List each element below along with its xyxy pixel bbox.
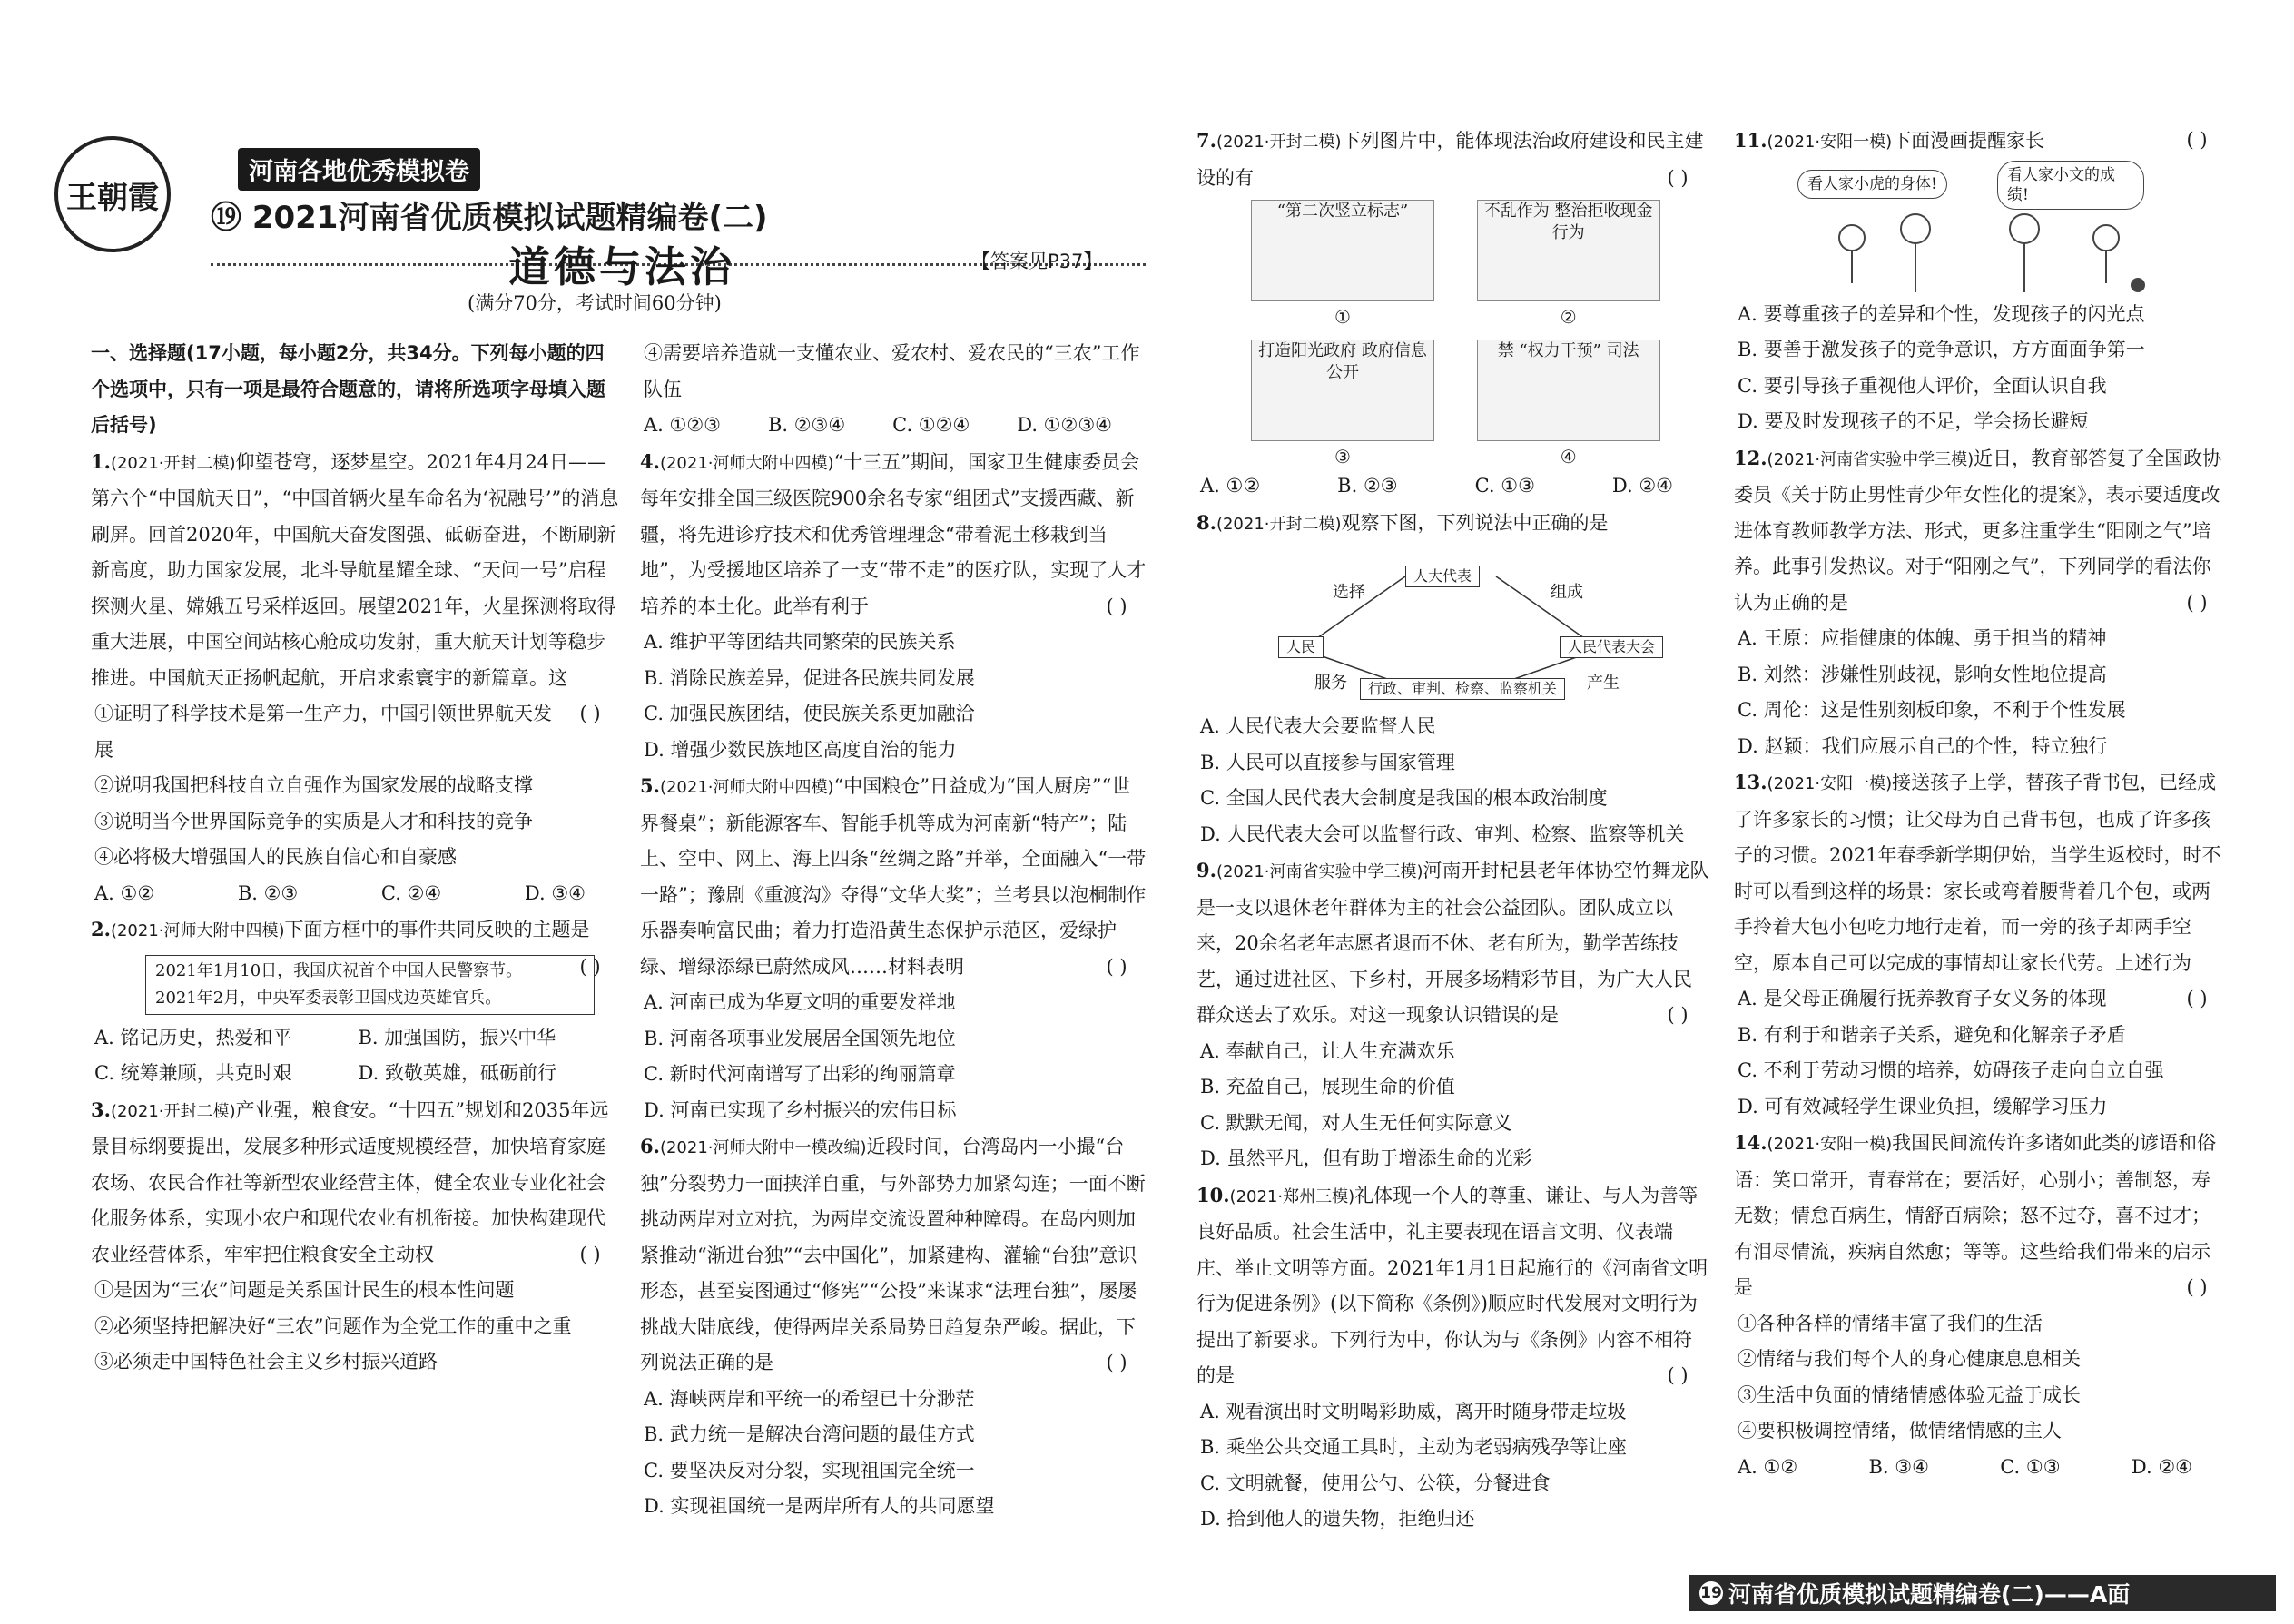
q7-pic-label: ② xyxy=(1560,306,1577,328)
q14-number: 14. xyxy=(1734,1131,1767,1154)
diagram-box-congress: 人民代表大会 xyxy=(1560,636,1663,658)
q11-option-a[interactable]: A. 要尊重孩子的差异和个性，发现孩子的闪光点 xyxy=(1738,302,2145,325)
q13-source: (2021·安阳一模) xyxy=(1767,774,1893,793)
q2-option-b[interactable]: B. 加强国防，振兴中华 xyxy=(358,1026,556,1048)
answer-blank[interactable]: ( ) xyxy=(579,1243,601,1265)
q11-cartoon xyxy=(1761,161,2229,297)
q4-text: “十三五”期间，国家卫生健康委员会每年安排全国三级医院900余名专家“组团式”支援西藏、新疆，将先进诊疗技术和优秀管理理念“带着泥土移栽到当地”，为受援地区培养了一支“带不走”的医疗队，实现了人才培养的本土化。此举有利于 xyxy=(640,450,1147,617)
question-4 xyxy=(640,444,1148,769)
diagram-box-organs: 行政、审判、检察、监察机关 xyxy=(1360,678,1565,700)
question-3 xyxy=(91,1092,622,1381)
question-14 xyxy=(1734,1125,2229,1485)
q11-number: 11. xyxy=(1734,129,1767,152)
q5-text: “中国粮仓”日益成为“国人厨房”“世界餐桌”；新能源客车、智能手机等成为河南新“特产”；陆上、空中、网上、海上四条“丝绸之路”并举，全面融入“一带一路”；豫剧《重渡沟》夺得“文华大奖”；兰考县以泡桐制作乐器奏响富民曲；着力打造沿黄生态保护示范区，爱绿护绿、增绿添绿已蔚然成风……材料表明 xyxy=(640,775,1147,978)
q8-option-a[interactable]: A. 人民代表大会要监督人民 xyxy=(1200,715,1436,737)
answer-blank[interactable]: ( ) xyxy=(2186,988,2208,1009)
q1-source: (2021·开封二模) xyxy=(110,453,236,473)
q9-number: 9. xyxy=(1196,859,1216,881)
subject-title: 道德与法治 xyxy=(508,242,735,291)
q1-item: ①证明了科学技术是第一生产力，中国引领世界航天发展 xyxy=(94,703,552,761)
q1-number: 1. xyxy=(91,449,111,473)
q14-item: ③生活中负面的情绪情感体验无益于成长 xyxy=(1738,1383,2081,1406)
q7-pic-label: ③ xyxy=(1334,446,1351,468)
column-3 xyxy=(1196,123,1709,1538)
q5-option-c[interactable]: C. 新时代河南谱写了出彩的绚丽篇章 xyxy=(644,1063,956,1085)
q5-option-d[interactable]: D. 河南已实现了乡村振兴的宏伟目标 xyxy=(644,1098,957,1121)
q3-item: ①是因为“三农”问题是关系国计民生的根本性问题 xyxy=(94,1279,515,1301)
q11-cartoon-figures xyxy=(1816,211,2161,297)
q11-option-b[interactable]: B. 要善于激发孩子的竞争意识，方方面面争第一 xyxy=(1738,339,2145,360)
q1-item: ②说明我国把科技自立自强作为国家发展的战略支撑 xyxy=(94,774,533,796)
q13-option-a[interactable]: A. 是父母正确履行抚养教育子女义务的体现 xyxy=(1738,988,2107,1009)
q10-option-c[interactable]: C. 文明就餐，使用公勺、公筷，分餐进食 xyxy=(1200,1471,1551,1494)
q12-option-b[interactable]: B. 刘然：涉嫌性别歧视，影响女性地位提高 xyxy=(1738,663,2107,685)
q14-option-c[interactable]: C. ①③ xyxy=(2000,1455,2061,1478)
q12-option-d[interactable]: D. 赵颖：我们应展示自己的个性，特立独行 xyxy=(1738,734,2108,757)
q12-number: 12. xyxy=(1734,446,1767,469)
q14-item: ②情绪与我们每个人的身心健康息息相关 xyxy=(1738,1348,2081,1370)
q12-option-a[interactable]: A. 王原：应指健康的体魄、勇于担当的精神 xyxy=(1738,627,2107,649)
q13-option-d[interactable]: D. 可有效减轻学生课业负担，缓解学习压力 xyxy=(1738,1095,2108,1117)
q13-text: 接送孩子上学，替孩子背书包，已经成了许多家长的习惯；让父母为自己背书包，也成了许多孩子的习惯。2021年春季新学期伊始，当学生返校时，时不时可以看到这样的场景：家长或弯着腰背着几个包，或两手拎着大包小包吃力地行走着，而一旁的孩子却两手空空，原本自己可以完成的事情却让家长代劳。上述行为 xyxy=(1734,772,2221,974)
q8-number: 8. xyxy=(1196,510,1216,534)
q1-option-a[interactable]: A. ①② xyxy=(94,881,155,904)
q6-number: 6. xyxy=(640,1135,660,1157)
q1-option-c[interactable]: C. ②④ xyxy=(380,881,442,904)
q3-option-b[interactable]: B. ②③④ xyxy=(767,414,846,436)
q7-pic-caption: “第二次竖立标志” xyxy=(1276,202,1409,221)
answer-blank[interactable]: ( ) xyxy=(1106,1352,1127,1373)
diagram-label-produce: 产生 xyxy=(1587,674,1620,693)
q13-option-c[interactable]: C. 不利于劳动习惯的培养，妨碍孩子走向自立自强 xyxy=(1738,1059,2164,1081)
q8-option-c[interactable]: C. 全国人民代表大会制度是我国的根本政治制度 xyxy=(1200,787,1608,809)
answer-reference: 【答案见P37】 xyxy=(971,251,1103,272)
column-4 xyxy=(1734,123,2229,1485)
q10-source: (2021·郑州三模) xyxy=(1229,1186,1355,1206)
q11-option-d[interactable]: D. 要及时发现孩子的不足，学会扬长避短 xyxy=(1738,410,2089,432)
q14-option-d[interactable]: D. ②④ xyxy=(2131,1455,2192,1478)
q6-text: 近段时间，台湾岛内一小撮“台独”分裂势力一面挟洋自重，与外部势力加紧勾连；一面不断挑动两岸对立对抗，为两岸交流设置种种障碍。在岛内则加紧推动“渐进台独”“去中国化”，加紧建构、灌输“台独”意识形态，甚至妄图通过“修宪”“公投”来谋求“法理台独”，屡屡挑战大陆底线，使得两岸关系局势日趋复杂严峻。据此，下列说法正确的是 xyxy=(640,1136,1146,1373)
diagram-box-deputies: 人大代表 xyxy=(1405,566,1480,587)
answer-blank[interactable]: ( ) xyxy=(2186,1276,2208,1298)
q14-item: ①各种各样的情绪丰富了我们的生活 xyxy=(1738,1312,2043,1334)
q12-option-c[interactable]: C. 周伦：这是性别刻板印象，不利于个性发展 xyxy=(1738,699,2126,721)
answer-blank[interactable]: ( ) xyxy=(579,955,601,978)
q7-pic-caption: 打造阳光政府 政府信息公开 xyxy=(1258,341,1427,382)
q6-option-a[interactable]: A. 海峡两岸和平统一的希望已十分渺茫 xyxy=(644,1387,975,1410)
q3-option-a[interactable]: A. ①②③ xyxy=(644,414,721,436)
q13-option-b[interactable]: B. 有利于和谐亲子关系，避免和化解亲子矛盾 xyxy=(1738,1023,2126,1046)
q9-option-b[interactable]: B. 充盈自己，展现生命的价值 xyxy=(1200,1076,1455,1097)
question-11 xyxy=(1734,123,2229,440)
question-2 xyxy=(91,911,622,1092)
q5-source: (2021·河师大附中四模) xyxy=(659,778,834,797)
q8-option-b[interactable]: B. 人民可以直接参与国家管理 xyxy=(1200,751,1455,773)
logo-text: 王朝霞 xyxy=(66,179,159,216)
q11-source: (2021·安阳一模) xyxy=(1767,133,1893,152)
q5-option-b[interactable]: B. 河南各项事业发展居全国领先地位 xyxy=(644,1027,956,1049)
answer-blank[interactable]: ( ) xyxy=(1667,166,1689,189)
q1-option-d[interactable]: D. ③④ xyxy=(524,881,586,904)
diagram-label-select: 选择 xyxy=(1333,583,1365,602)
q7-option-c[interactable]: C. ①③ xyxy=(1474,475,1535,497)
q4-number: 4. xyxy=(640,449,660,473)
question-5 xyxy=(640,768,1148,1128)
q7-picture-1 xyxy=(1251,200,1434,328)
diagram-label-serve: 服务 xyxy=(1314,674,1347,693)
q4-option-c[interactable]: C. 加强民族团结，使民族关系更加融洽 xyxy=(644,703,975,724)
footer-number-badge: 19 xyxy=(1699,1581,1723,1605)
q11-bubble-left: 看人家小虎的身体! xyxy=(1797,170,1947,199)
footer-text: 河南省优质模拟试题精编卷(二)——A面 xyxy=(1728,1581,2131,1608)
logo-badge xyxy=(54,136,171,252)
question-7 xyxy=(1196,123,1709,505)
q2-event-box xyxy=(145,955,595,1015)
answer-blank[interactable]: ( ) xyxy=(1106,595,1127,617)
q2-source: (2021·河师大附中四模) xyxy=(110,921,285,940)
question-9 xyxy=(1196,852,1709,1177)
q2-option-d[interactable]: D. 致敬英雄，砥砺前行 xyxy=(358,1062,556,1084)
q2-box-line: 2021年2月，中央军委表彰卫国戍边英雄官兵。 xyxy=(155,988,502,1008)
q14-item: ④要积极调控情绪，做情绪情感的主人 xyxy=(1738,1420,2062,1442)
q4-option-d[interactable]: D. 增强少数民族地区高度自治的能力 xyxy=(644,738,957,761)
series-tag: 河南各地优秀模拟卷 xyxy=(238,148,480,191)
q7-number: 7. xyxy=(1196,129,1216,152)
q7-picture-4 xyxy=(1477,340,1660,468)
question-1 xyxy=(91,444,622,912)
diagram-label-form: 组成 xyxy=(1551,583,1583,602)
q2-option-c[interactable]: C. 统筹兼顾，共克时艰 xyxy=(94,1062,292,1084)
q14-source: (2021·安阳一模) xyxy=(1767,1135,1893,1154)
q3-item: ④需要培养造就一支懂农业、爱农村、爱农民的“三农”工作队伍 xyxy=(644,342,1140,400)
q10-text: 礼体现一个人的尊重、谦让、与人为善等良好品质。社会生活中，礼主要表现在语言文明、仪表端庄、举止文明等方面。2021年1月1日起施行的《河南省文明行为促进条例》(以下简称《条例》)顺应时代发展对文明行为提出了新要求。下列行为中，你认为与《条例》内容不相符的是 xyxy=(1196,1184,1708,1386)
q7-pic-label: ④ xyxy=(1560,446,1577,468)
q9-option-c[interactable]: C. 默默无闻，对人生无任何实际意义 xyxy=(1200,1111,1512,1134)
q1-option-b[interactable]: B. ②③ xyxy=(237,881,299,904)
q7-option-a[interactable]: A. ①② xyxy=(1200,475,1261,497)
q9-source: (2021·河南省实验中学三模) xyxy=(1216,862,1423,881)
question-10 xyxy=(1196,1177,1709,1538)
section-heading: 一、选择题(17小题，每小题2分，共34分。下列每小题的四个选项中，只有一项是最符合题意的，请将所选项字母填入题后括号) xyxy=(91,342,605,436)
q1-item: ④必将极大增强国人的民族自信心和自豪感 xyxy=(94,846,457,868)
q7-text: 下列图片中，能体现法治政府建设和民主建设的有 xyxy=(1196,130,1704,189)
q3-item: ③必须走中国特色社会主义乡村振兴道路 xyxy=(94,1351,438,1373)
q4-source: (2021·河师大附中四模) xyxy=(659,453,834,473)
q4-option-a[interactable]: A. 维护平等团结共同繁荣的民族关系 xyxy=(644,631,956,653)
q7-option-d[interactable]: D. ②④ xyxy=(1611,475,1673,497)
answer-blank[interactable]: ( ) xyxy=(1106,955,1127,978)
q10-number: 10. xyxy=(1196,1183,1230,1206)
answer-blank[interactable]: ( ) xyxy=(2186,129,2208,151)
q14-option-b[interactable]: B. ③④ xyxy=(1868,1455,1929,1478)
q10-option-b[interactable]: B. 乘坐公共交通工具时，主动为老弱病残孕等让座 xyxy=(1200,1436,1627,1458)
q3-text: 产业强，粮食安。“十四五”规划和2035年远景目标纲要提出，发展多种形式适度规模经营，加快培育家庭农场、农民合作社等新型农业经营主体，健全农业专业化社会化服务体系，实现小农户和现代农业有机衔接。加快构建现代农业经营体系，牢牢把住粮食安全主动权 xyxy=(91,1098,609,1265)
q6-option-c[interactable]: C. 要坚决反对分裂，实现祖国完全统一 xyxy=(644,1459,975,1481)
column-2 xyxy=(640,336,1148,1525)
q14-text: 我国民间流传许多诸如此类的谚语和俗语：笑口常开，青春常在；要活好，心别小；善制怒，寿无数；情怠百病生，情舒百病除；怒不过夺，喜不过才；有泪尽情流，疾病自然愈；等等。这些给我们带来的启示是 xyxy=(1734,1132,2217,1298)
question-8 xyxy=(1196,505,1709,853)
q5-number: 5. xyxy=(640,774,660,797)
q1-item: ③说明当今世界国际竞争的实质是人才和科技的竞争 xyxy=(94,810,533,832)
q3-source: (2021·开封二模) xyxy=(110,1101,236,1121)
q11-option-c[interactable]: C. 要引导孩子重视他人评价，全面认识自我 xyxy=(1738,374,2107,397)
q13-number: 13. xyxy=(1734,771,1767,793)
question-13 xyxy=(1734,764,2229,1125)
q5-option-a[interactable]: A. 河南已成为华夏文明的重要发祥地 xyxy=(644,991,956,1013)
q3-option-d[interactable]: D. ①②③④ xyxy=(1017,414,1112,436)
q11-bubble-right: 看人家小文的成绩! xyxy=(1997,161,2144,210)
q12-text: 近日，教育部答复了全国政协委员《关于防止男性青少年女性化的提案》，表示要适度改进体育教师教学方法、形式，更多注重学生“阳刚之气”培养。此事引发热议。对于“阳刚之气”，下列同学的看法你认为正确的是 xyxy=(1734,447,2222,614)
q2-text: 下面方框中的事件共同反映的主题是 xyxy=(284,919,590,940)
q6-option-b[interactable]: B. 武力统一是解决台湾问题的最佳方式 xyxy=(644,1423,975,1445)
q7-pic-label: ① xyxy=(1334,306,1351,328)
question-12 xyxy=(1734,440,2229,765)
answer-blank[interactable]: ( ) xyxy=(1667,1004,1689,1026)
q12-source: (2021·河南省实验中学三模) xyxy=(1767,449,1974,469)
q2-number: 2. xyxy=(91,918,111,940)
q4-option-b[interactable]: B. 消除民族差异，促进各民族共同发展 xyxy=(644,666,975,689)
diagram-box-people: 人民 xyxy=(1278,636,1324,658)
q14-option-a[interactable]: A. ①② xyxy=(1738,1455,1798,1478)
q3-option-c[interactable]: C. ①②④ xyxy=(892,414,970,436)
q7-picture-3 xyxy=(1251,340,1434,468)
q7-source: (2021·开封二模) xyxy=(1216,133,1342,152)
q1-text: 仰望苍穹，逐梦星空。2021年4月24日——第六个“中国航天日”，“中国首辆火星车命名为‘祝融号’”的消息刷屏。回首2020年，中国航天奋发图强、砥砺奋进，不断刷新新高度，助力国家发展，北斗导航星耀全球、“天问一号”启程探测火星、嫦娥五号采样返回。展望2021年，火星探测将取得重大进展，中国空间站核心舱成功发射，重大航天计划等稳步推进。中国航天正扬帆起航，开启求索寰宇的新篇章。这 xyxy=(91,450,619,689)
q7-pic-caption: 不乱作为 整治拒收现金行为 xyxy=(1483,202,1653,242)
q6-option-d[interactable]: D. 实现祖国统一是两岸所有人的共同愿望 xyxy=(644,1495,995,1517)
answer-blank[interactable]: ( ) xyxy=(2186,591,2208,614)
q8-source: (2021·开封二模) xyxy=(1216,514,1342,534)
q10-option-d[interactable]: D. 拾到他人的遗失物，拒绝归还 xyxy=(1200,1508,1475,1530)
answer-blank[interactable]: ( ) xyxy=(1667,1364,1689,1386)
q2-box-line: 2021年1月10日，我国庆祝首个中国人民警察节。 xyxy=(155,960,523,980)
q3-item: ②必须坚持把解决好“三农”问题作为全党工作的重中之重 xyxy=(94,1314,572,1337)
q9-text: 河南开封杞县老年体协空竹舞龙队是一支以退休老年群体为主的社会公益团队。团队成立以来，20余名老年志愿者退而不休、老有所为，勤学苦练技艺，通过进社区、下乡村，开展多场精彩节目，为广大人民群众送去了欢乐。对这一现象认识错误的是 xyxy=(1196,860,1709,1026)
question-6 xyxy=(640,1128,1148,1525)
q7-pic-caption: 禁 “权力干预” 司法 xyxy=(1497,341,1639,360)
q9-option-d[interactable]: D. 虽然平凡，但有助于增添生命的光彩 xyxy=(1200,1147,1532,1169)
exam-info: (满分70分，考试时间60分钟) xyxy=(468,292,722,314)
q8-text: 观察下图，下列说法中正确的是 xyxy=(1341,511,1609,534)
page-footer xyxy=(1689,1575,2276,1611)
q2-option-a[interactable]: A. 铭记历史，热爱和平 xyxy=(94,1026,292,1048)
answer-blank[interactable]: ( ) xyxy=(579,703,601,724)
q3-number: 3. xyxy=(91,1097,111,1121)
exam-title: ⑲ 2021河南省优质模拟试题精编卷(二) xyxy=(211,200,768,236)
q11-text: 下面漫画提醒家长 xyxy=(1892,130,2045,152)
q9-option-a[interactable]: A. 奉献自己，让人生充满欢乐 xyxy=(1200,1039,1455,1062)
q7-option-b[interactable]: B. ②③ xyxy=(1337,475,1398,497)
column-1 xyxy=(91,336,622,1381)
q10-option-a[interactable]: A. 观看演出时文明喝彩助威，离开时随身带走垃圾 xyxy=(1200,1400,1627,1422)
q8-diagram xyxy=(1196,549,1709,704)
q7-picture-2 xyxy=(1477,200,1660,328)
q6-source: (2021·河师大附中一模改编) xyxy=(659,1138,867,1157)
q8-option-d[interactable]: D. 人民代表大会可以监督行政、审判、检察、监察等机关 xyxy=(1200,822,1685,845)
